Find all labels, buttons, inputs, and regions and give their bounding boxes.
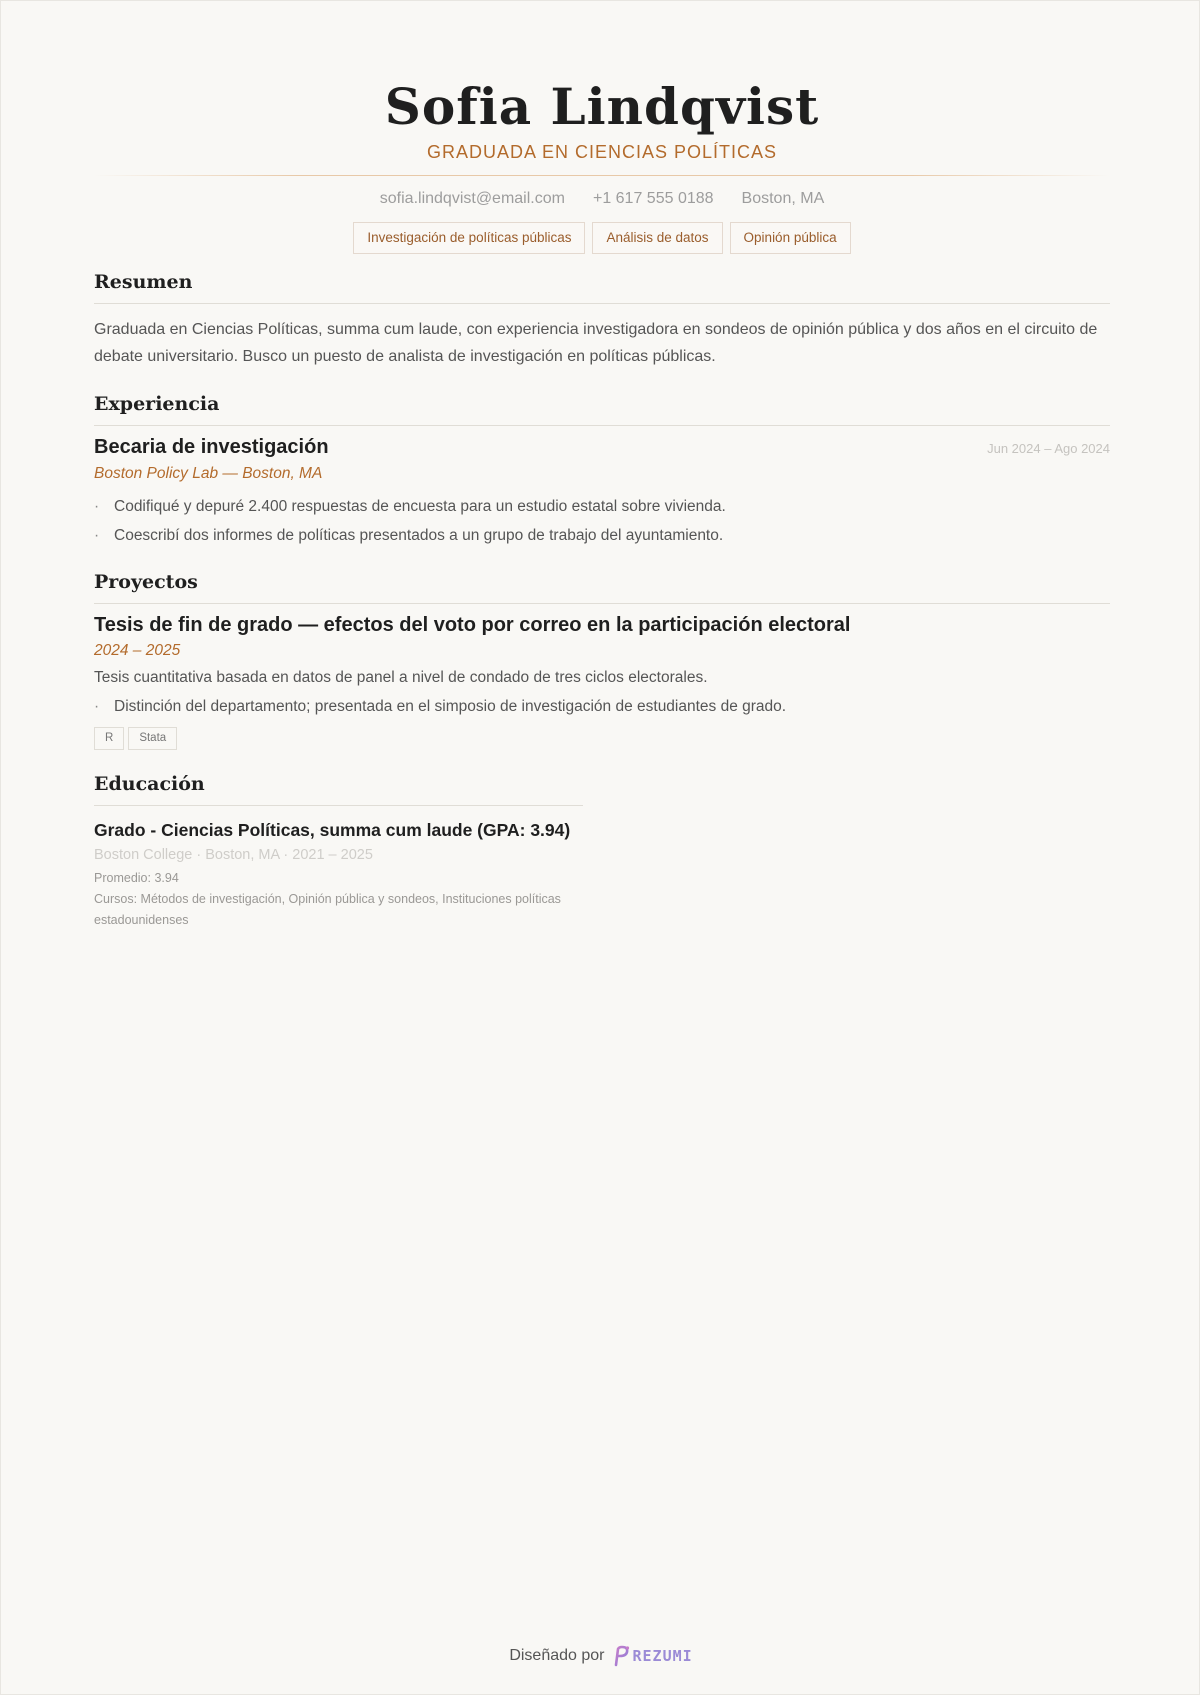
footer-label: Diseñado por: [509, 1647, 605, 1664]
skill-tag: Investigación de políticas públicas: [353, 222, 585, 254]
candidate-subtitle: GRADUADA EN CIENCIAS POLÍTICAS: [426, 142, 778, 162]
section-title-summary: Resumen: [94, 271, 193, 293]
section-title-projects: Proyectos: [94, 571, 198, 593]
rezumi-logo[interactable]: [612, 1645, 692, 1667]
footer: [1, 1645, 1200, 1667]
section-divider: [94, 425, 1110, 426]
project-date: 2024 – 2025: [94, 642, 181, 659]
rezumi-logo-text: REZUMI: [632, 1647, 693, 1665]
education-meta: Boston College · Boston, MA · 2021 – 2025: [94, 847, 373, 863]
contact-phone[interactable]: +1 617 555 0188: [592, 190, 714, 207]
list-item: · Distinción del departamento; presentada en el simposio de investigación de estudiantes de grado.: [94, 692, 1110, 721]
section-title-education: Educación: [94, 773, 205, 795]
project-description: Tesis cuantitativa basada en datos de panel a nivel de condado de tres ciclos electorales.: [94, 669, 708, 686]
job-entry: [94, 436, 1110, 550]
education-courses: Cursos: Métodos de investigación, Opinión pública y sondeos, Instituciones políticas estadounidenses: [94, 892, 561, 927]
project-title: Tesis de fin de grado — efectos del voto por correo en la participación electoral: [94, 614, 851, 636]
project-tools: [94, 727, 1110, 750]
contact-location: Boston, MA: [741, 190, 825, 207]
contact-email[interactable]: sofia.lindqvist@email.com: [379, 190, 565, 207]
resume-content: [94, 1, 1110, 931]
resume-header: [94, 1, 1110, 254]
projects-section: [94, 570, 1110, 750]
list-item: · Codifiqué y depuré 2.400 respuestas de encuesta para un estudio estatal sobre vivienda.: [94, 492, 1110, 521]
section-title-experience: Experiencia: [94, 393, 220, 415]
job-bullets: [94, 492, 1110, 550]
tool-tag: Stata: [128, 727, 177, 750]
skill-tag: Análisis de datos: [592, 222, 722, 254]
experience-section: [94, 392, 1110, 550]
contact-row: [94, 189, 1110, 209]
education-gpa: Promedio: 3.94: [94, 871, 179, 885]
list-item: · Coescribí dos informes de políticas presentados a un grupo de trabajo del ayuntamiento.: [94, 521, 1110, 550]
skill-tag: Opinión pública: [730, 222, 851, 254]
candidate-name: Sofia Lindqvist: [384, 77, 820, 136]
education-section: [94, 772, 583, 931]
job-date: Jun 2024 – Ago 2024: [987, 441, 1110, 456]
project-bullets: [94, 692, 1110, 721]
job-header: [94, 436, 1110, 459]
section-divider: [94, 603, 1110, 604]
education-degree: Grado - Ciencias Políticas, summa cum laude (GPA: 3.94): [94, 820, 571, 840]
section-divider: [94, 805, 583, 806]
job-title: Becaria de investigación: [94, 436, 329, 458]
header-divider: [94, 175, 1110, 176]
summary-section: [94, 270, 1110, 370]
section-divider: [94, 303, 1110, 304]
skill-tags: [94, 222, 1110, 254]
tool-tag: R: [94, 727, 124, 750]
rezumi-logo-icon: [612, 1645, 630, 1667]
project-entry: [94, 614, 1110, 750]
job-organization: Boston Policy Lab — Boston, MA: [94, 465, 323, 482]
summary-text: Graduada en Ciencias Políticas, summa cum laude, con experiencia investigadora en sondeos de opinión pública y dos años en el circuito de debate universitario. Busco un puesto de analista de investigación en políticas públicas.: [94, 321, 1098, 365]
